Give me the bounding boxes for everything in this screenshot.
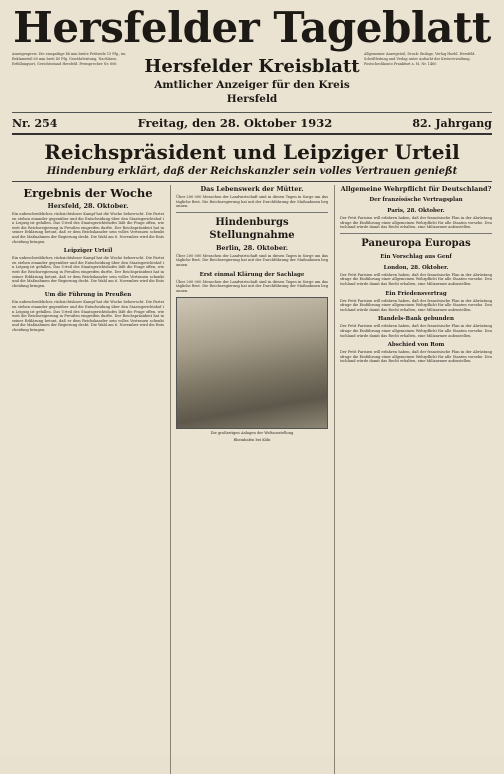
- article-body: Ein unbeschreiblicher, rücksichtsloser Kampf hat die Woche beherrscht. Die Parteien stehen einander gegenüber und die Entscheidung über den Staatsgerichtshof in Leipzig ist gefallen. Das Urteil des Staatsgerichtshofes läßt die Frage offen, wie weit die Reichsregierung in Preußen eingreifen durfte. Der Reichspräsident hat in seiner Erklärung betont, daß er dem Reichskanzler sein volles Vertrauen schenkt und die Maßnahmen der Regierung deckt. Die Wahl am 6. November wird die Entscheidung bringen.: [12, 300, 164, 332]
- kreisblatt-title: Hersfelder Kreisblatt: [144, 56, 360, 77]
- column-middle: [170, 185, 328, 774]
- column-left: [12, 185, 164, 774]
- article-dateline: Paris, 28. Oktober.: [387, 208, 445, 214]
- article-body: Ein unbeschreiblicher, rücksichtsloser Kampf hat die Woche beherrscht. Die Parteien stehen einander gegenüber und die Entscheidung über den Staatsgerichtshof in Leipzig ist gefallen. Das Urteil des Staatsgerichtshofes läßt die Frage offen, wie weit die Reichsregierung in Preußen eingreifen durfte. Der Reichspräsident hat in seiner Erklärung betont, daß er dem Reichskanzler sein volles Vertrauen schenkt und die Maßnahmen der Regierung deckt. Die Wahl am 6. November wird die Entscheidung bringen.: [12, 212, 164, 244]
- article-body: Über 200 000 Menschen der Landwirtschaft sind in diesen Tagen in Sorge um das tägliche Brot. Die Reichsregierung hat mit der Durchführung der Maßnahmen begonnen.: [176, 195, 328, 209]
- article-title: Allgemeine Wehrpflicht für Deutschland?: [340, 185, 492, 193]
- left-notice: Anzeigenpreis: Die einspaltige 46 mm breite Petitzeile 15 Pfg., im Reklameteil 60 mm breit 40 Pfg. Gewährleistung, Nachlässe, Erfüllungsort, Gerichtsstand Hersfeld. Fernsprecher Nr. 606: [12, 52, 126, 66]
- photo-caption: Die großartigen Anlagen der Weltausstellung: [210, 431, 294, 436]
- photo-caption-sub: Rheinhafen bei Köln: [233, 437, 271, 442]
- article-body: Der Petit Parisien will erfahren haben, daß der französische Plan in der Abrüstungsfrage die Einführung einer allgemeinen Wehrpflicht für alle Staaten vorsehe. Deutschland würde damit das Recht erhalten, eine Milizarmee aufzustellen.: [340, 350, 492, 364]
- box-dateline: Berlin, 28. Oktober.: [215, 243, 289, 252]
- landscape-photo: [176, 297, 328, 429]
- article-body: Über 200 000 Menschen der Landwirtschaft sind in diesen Tagen in Sorge um das tägliche Brot. Die Reichsregierung hat mit der Durchführung der Maßnahmen begonnen.: [176, 279, 328, 293]
- issue-date: Freitag, den 28. Oktober 1932: [137, 116, 333, 130]
- issue-number: Nr. 254: [12, 116, 58, 130]
- divider: [340, 233, 492, 234]
- article-body: Ein unbeschreiblicher, rücksichtsloser Kampf hat die Woche beherrscht. Die Parteien stehen einander gegenüber und die Entscheidung über den Staatsgerichtshof in Leipzig ist gefallen. Das Urteil des Staatsgerichtshofes läßt die Frage offen, wie weit die Reichsregierung in Preußen eingreifen durfte. Der Reichspräsident hat in seiner Erklärung betont, daß er dem Reichskanzler sein volles Vertrauen schenkt und die Maßnahmen der Regierung deckt. Die Wahl am 6. November wird die Entscheidung bringen.: [12, 256, 164, 288]
- article-title: Ergebnis der Woche: [23, 186, 153, 200]
- article-body: Über 200 000 Menschen der Landwirtschaft sind in diesen Tagen in Sorge um das tägliche Brot. Die Reichsregierung hat mit der Durchführung der Maßnahmen begonnen.: [176, 253, 328, 267]
- right-notice: Allgemeiner Anzeigeteil, Druck: Beilage, Verlag Hoehl. Hersfeld. Schriftleitung und Verlag unter Aufsicht der Kreisverwaltung. Postscheckkonto Frankfurt a. M. Nr. 1460: [364, 52, 476, 66]
- article-body: Der Petit Parisien will erfahren haben, daß der französische Plan in der Abrüstungsfrage die Einführung einer allgemeinen Wehrpflicht für alle Staaten vorsehe. Deutschland würde damit das Recht erhalten, eine Milizarmee aufzustellen.: [340, 216, 492, 230]
- section-label: Ein Friedensvertrag: [385, 290, 447, 297]
- amtlich-subtitle: Amtlicher Anzeiger für den Kreis Hersfeld: [154, 79, 350, 105]
- article-body: Der Petit Parisien will erfahren haben, daß der französische Plan in der Abrüstungsfrage die Einführung einer allgemeinen Wehrpflicht für alle Staaten vorsehe. Deutschland würde damit das Recht erhalten, eine Milizarmee aufzustellen.: [340, 324, 492, 338]
- section-label: Abschied von Rom: [387, 342, 445, 349]
- article-title: Das Lebenswerk der Mütter.: [200, 185, 304, 193]
- divider: [176, 212, 328, 213]
- main-headline: Reichspräsident und Leipziger Urteil: [44, 140, 460, 164]
- column-right: [334, 185, 492, 774]
- article-body: Der Petit Parisien will erfahren haben, daß der französische Plan in der Abrüstungsfrage die Einführung einer allgemeinen Wehrpflicht für alle Staaten vorsehe. Deutschland würde damit das Recht erhalten, eine Milizarmee aufzustellen.: [340, 298, 492, 312]
- article-body: Der Petit Parisien will erfahren haben, daß der französische Plan in der Abrüstungsfrage die Einführung einer allgemeinen Wehrpflicht für alle Staaten vorsehe. Deutschland würde damit das Recht erhalten, eine Milizarmee aufzustellen.: [340, 272, 492, 286]
- subtitle-block: [140, 52, 364, 106]
- section-label: Erst einmal Klärung der Sachlage: [199, 271, 305, 278]
- section-label: Handels-Bank gebunden: [377, 316, 455, 323]
- article-title: Paneuropa Europas: [361, 237, 471, 249]
- masthead: Hersfelder Tageblatt: [13, 6, 491, 52]
- volume-year: 82. Jahrgang: [412, 116, 492, 130]
- article-subtitle: Der französische Vertragsplan: [369, 197, 463, 203]
- headline-deck: Hindenburg erklärt, daß der Reichskanzler sein volles Vertrauen genießt: [12, 165, 492, 182]
- article-dateline: London, 28. Oktober.: [383, 264, 449, 271]
- article-dateline: Hersfeld, 28. Oktober.: [47, 202, 129, 210]
- article-subtitle: Ein Vorschlag aus Genf: [380, 253, 452, 260]
- datebar: [12, 113, 492, 135]
- box-title: Hindenburgs Stellungnahme: [209, 216, 295, 241]
- section-label: Leipziger Urteil: [63, 248, 113, 255]
- section-label: Um die Führung in Preußen: [44, 292, 132, 299]
- article-columns: [12, 185, 492, 774]
- subhead: [12, 52, 492, 113]
